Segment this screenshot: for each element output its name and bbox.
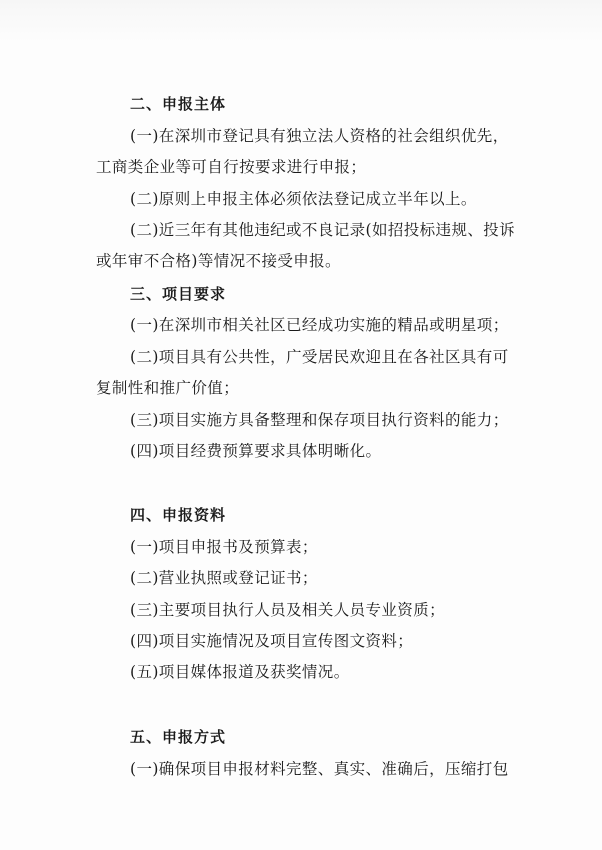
- paragraph-line: (一)在深圳市相关社区已经成功实施的精品或明星项；: [130, 316, 509, 334]
- paragraph-line: (一)确保项目申报材料完整、真实、准确后，压缩打包: [130, 760, 509, 778]
- paragraph-line: (四)项目经费预算要求具体明晰化。: [130, 442, 382, 460]
- section-heading-method: 五、申报方式: [130, 728, 227, 746]
- section-heading-materials: 四、申报资料: [130, 506, 227, 524]
- paragraph-line: (一)项目申报书及预算表；: [130, 538, 318, 556]
- paragraph-line: (二)近三年有其他违纪或不良记录(如招投标违规、投诉: [130, 221, 516, 239]
- section-heading-requirements: 三、项目要求: [130, 285, 227, 303]
- paragraph-line: (三)项目实施方具备整理和保存项目执行资料的能力；: [130, 411, 509, 429]
- paragraph-line: (二)项目具有公共性，广受居民欢迎且在各社区具有可: [130, 348, 509, 366]
- paragraph-line: (五)项目媒体报道及获奖情况。: [130, 663, 350, 681]
- scan-top-shadow: [0, 0, 602, 42]
- paragraph-line: (二)原则上申报主体必须依法登记成立半年以上。: [130, 190, 477, 208]
- section-heading-applicant: 二、申报主体: [130, 95, 227, 113]
- paragraph-line: (三)主要项目执行人员及相关人员专业资质；: [130, 601, 445, 619]
- paragraph-line: 工商类企业等可自行按要求进行申报；: [96, 158, 367, 176]
- paragraph-line: (一)在深圳市登记具有独立法人资格的社会组织优先，: [130, 127, 509, 145]
- paragraph-line: 或年审不合格)等情况不接受申报。: [96, 252, 341, 270]
- paragraph-line: 复制性和推广价值；: [96, 379, 240, 397]
- paragraph-line: (四)项目实施情况及项目宣传图文资料；: [130, 632, 414, 650]
- paragraph-line: (二)营业执照或登记证书；: [130, 569, 318, 587]
